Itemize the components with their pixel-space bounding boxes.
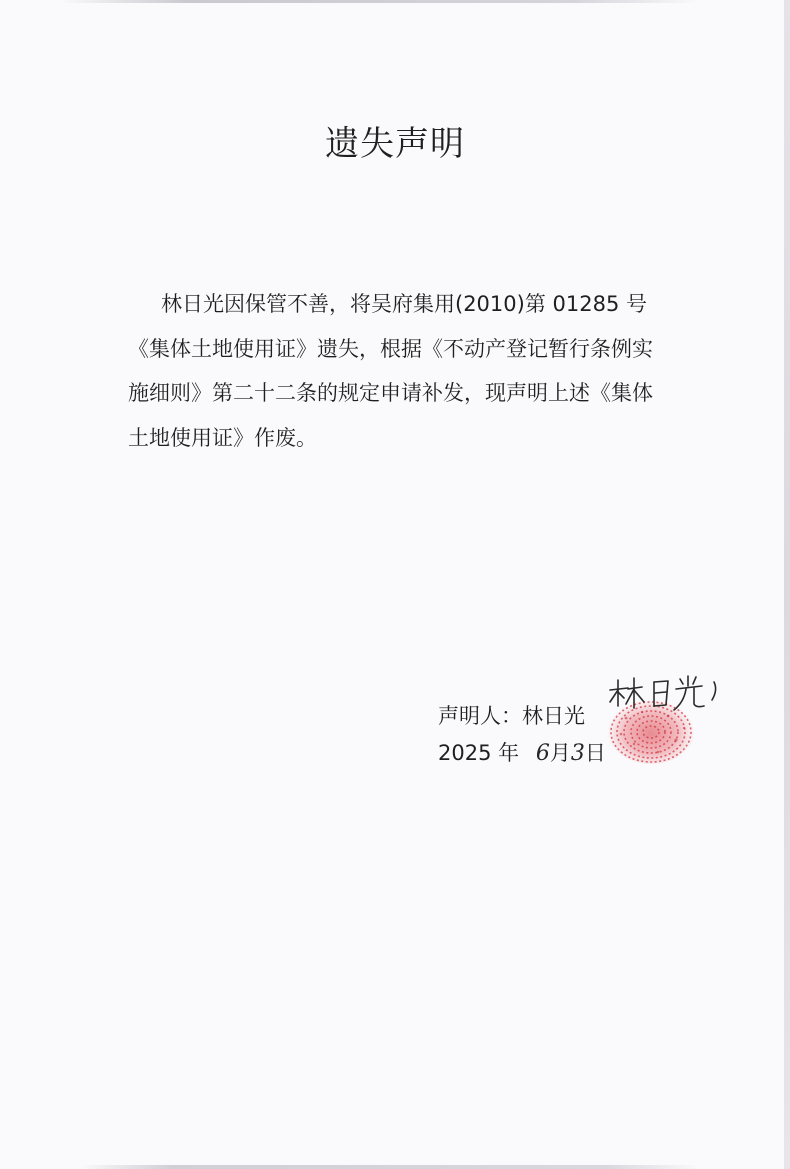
paragraph-line-4: 土地使用证》作废。 <box>128 425 317 450</box>
page-title: 遗失声明 <box>325 124 465 164</box>
declarant-line <box>438 698 585 734</box>
date-year: 2025 <box>438 741 492 765</box>
paragraph-line-3: 施细则》第二十二条的规定申请补发，现声明上述《集体 <box>128 381 653 405</box>
date-month-unit: 月 <box>549 741 571 765</box>
date-year-unit: 年 <box>498 741 520 765</box>
date-day-handwritten: 3 <box>570 741 585 766</box>
date-month-handwritten: 6 <box>535 741 550 766</box>
date-line <box>438 735 606 772</box>
handwritten-signature <box>606 672 726 718</box>
paragraph-line-2: 《集体土地使用证》遗失，根据《不动产登记暂行条例实 <box>128 336 653 361</box>
paragraph-line-1: 林日光因保管不善，将吴府集用(2010)第 01285 号 <box>161 292 647 316</box>
declaration-paragraph <box>128 282 688 460</box>
date-day-unit: 日 <box>584 741 606 765</box>
scan-edge-top <box>60 0 700 3</box>
scan-edge-right <box>784 0 790 1169</box>
scan-edge-bottom <box>80 1165 700 1169</box>
declarant-label: 声明人： <box>438 704 522 728</box>
declarant-name: 林日光 <box>522 704 585 728</box>
